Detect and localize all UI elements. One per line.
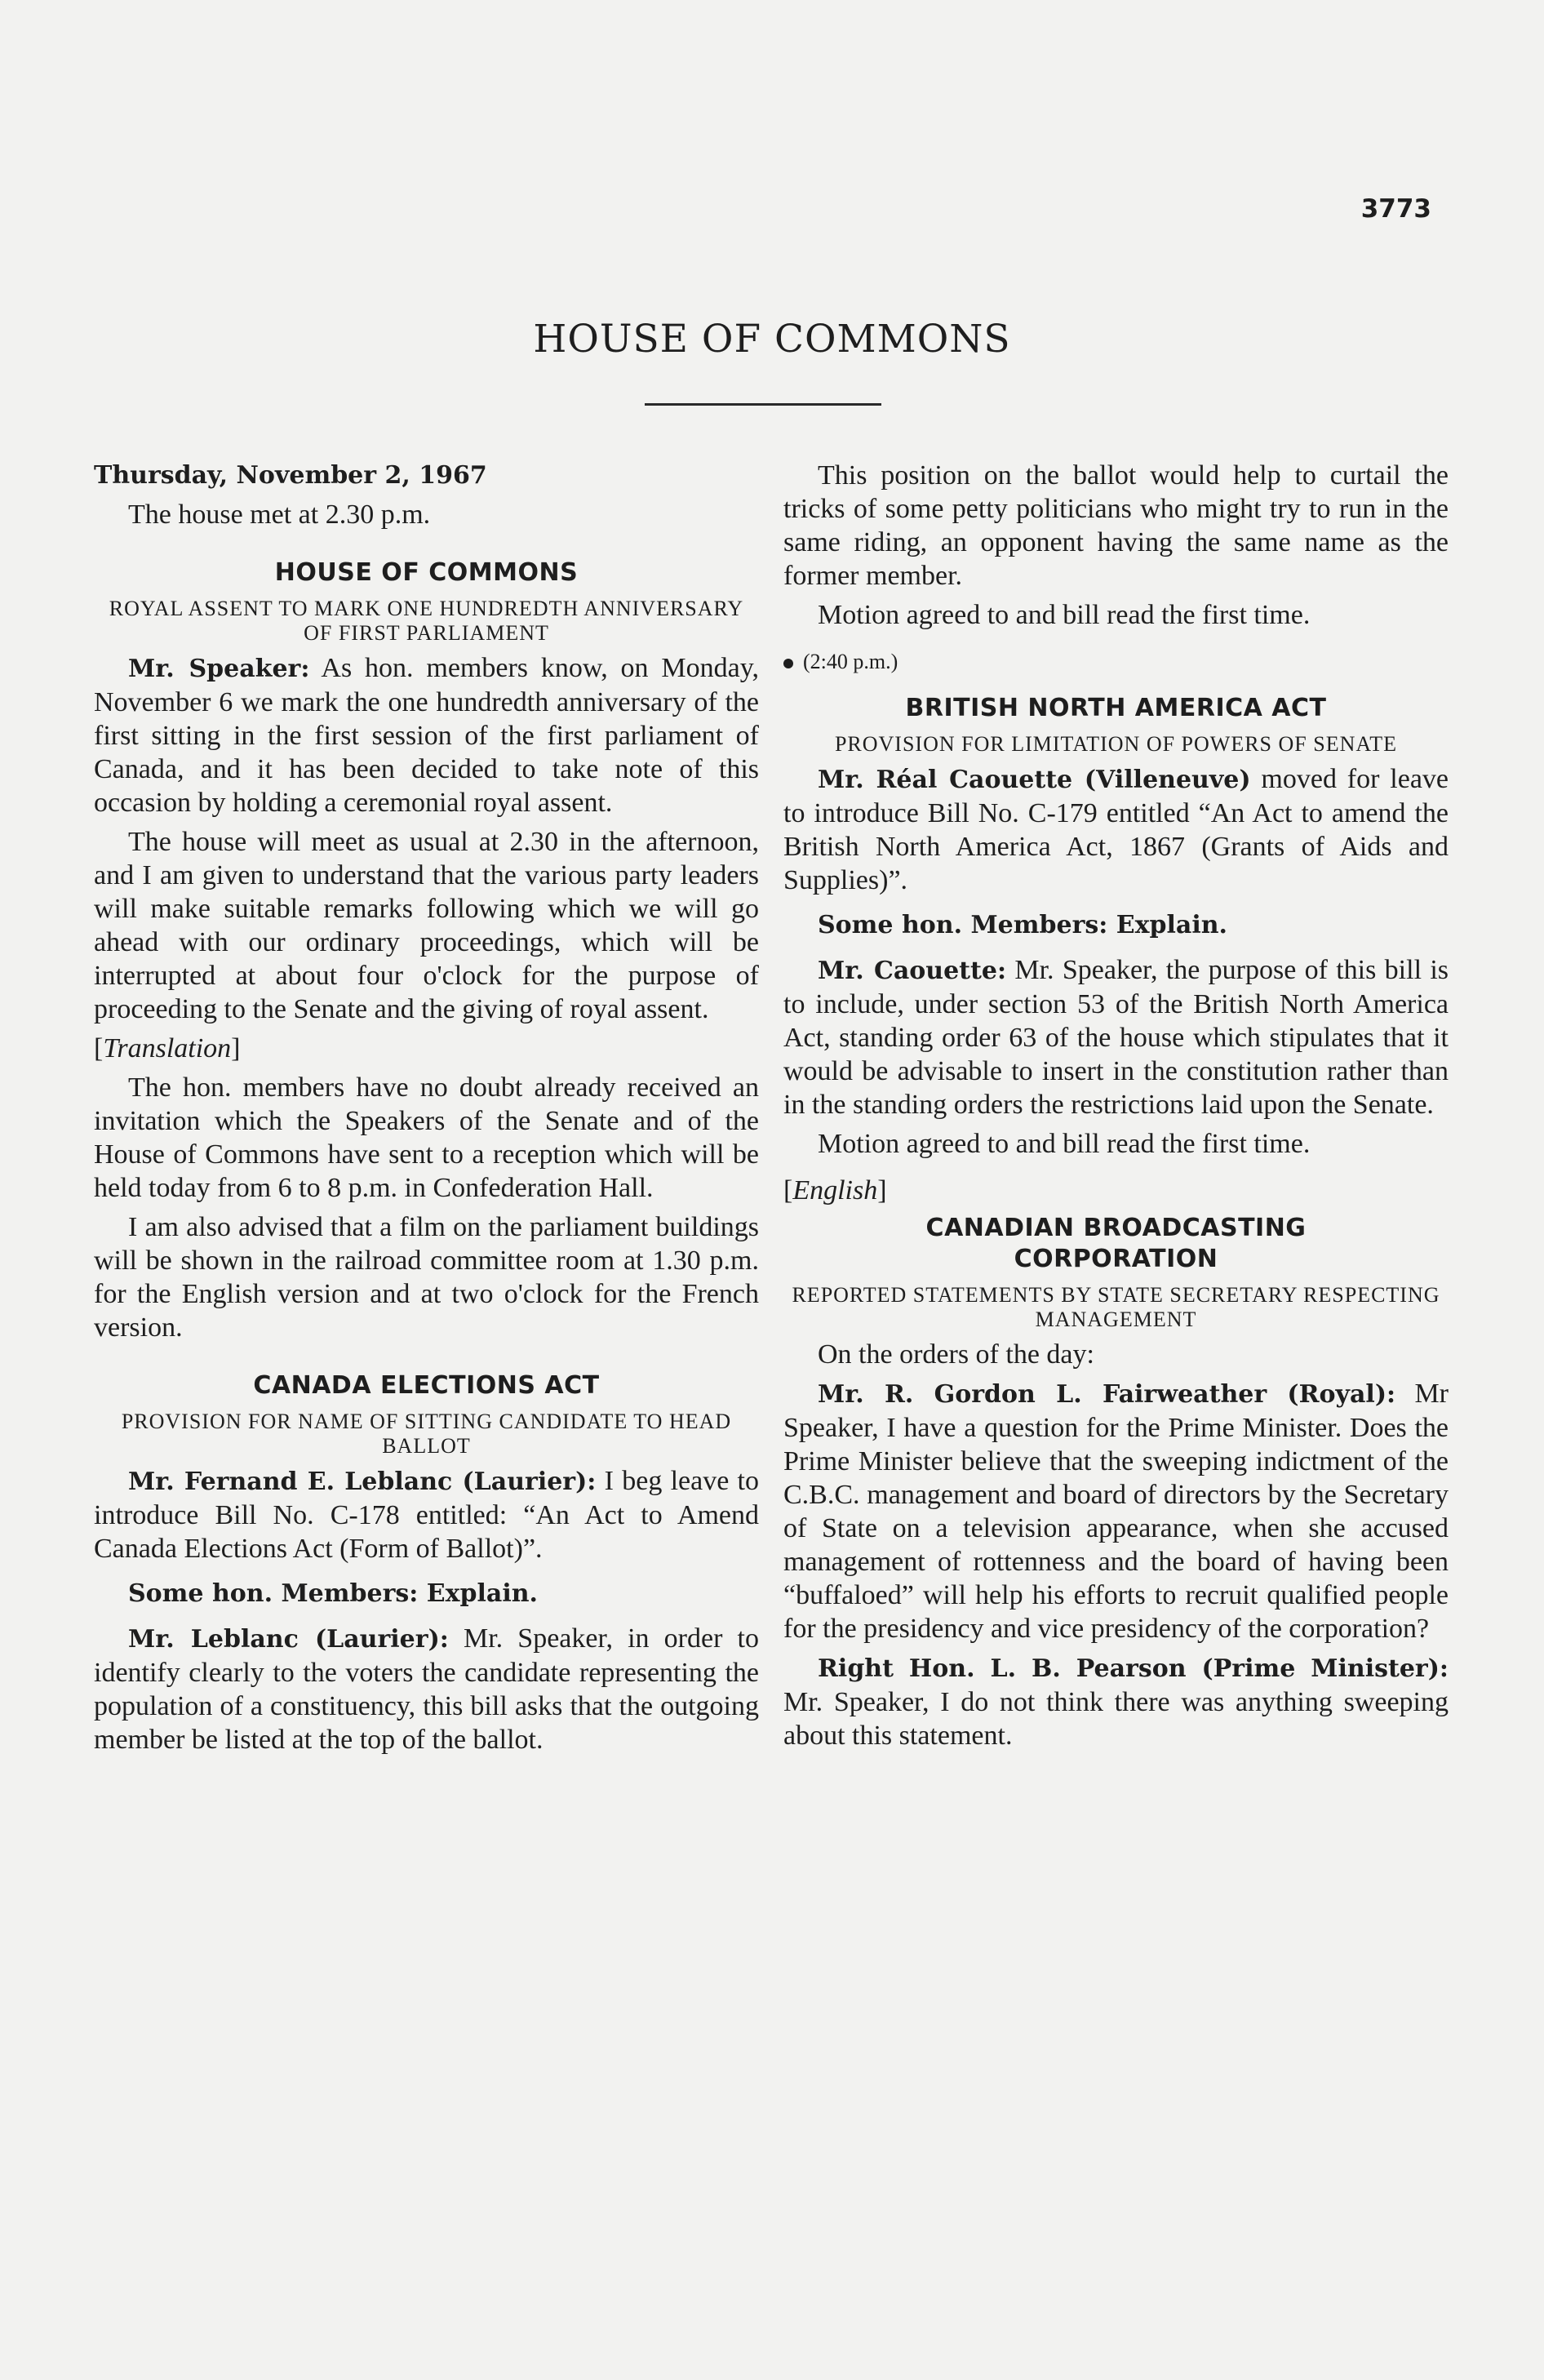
time-marker [783, 645, 1449, 678]
paragraph-explain: Some hon. Members: Explain. [818, 911, 1228, 939]
opening-line: The house met at 2.30 p.m. [128, 500, 431, 530]
time-marker-text: (2:40 p.m.) [803, 650, 898, 673]
paragraph-film: I am also advised that a film on the parliament buildings will be shown in the railroad committee room at 1.30 p.m. for the English version and at two o'clock for the French version. [94, 1212, 759, 1343]
speaker-name: Mr. Leblanc (Laurier): [128, 1625, 449, 1654]
paragraph-speaker-anniversary [94, 651, 759, 819]
paragraph-caouette-bill [783, 762, 1449, 897]
paragraph-text: Mr Speaker, I have a question for the Prime Minister. Does the Prime Minister believe that the sweeping indictment of the C.B.C. management and board of directors by the Secretary of State on a television appearance, when she accused management of rottenness and the board of having been “buffaloed” will help his efforts to recruit qualified people for the presidency and vice presidency of the corporation? [783, 1379, 1449, 1644]
paragraph-orders-of-day: On the orders of the day: [818, 1339, 1094, 1370]
right-column [783, 459, 1449, 1758]
paragraph-pearson-answer [783, 1651, 1449, 1752]
paragraph-explain: Some hon. Members: Explain. [128, 1579, 539, 1608]
english-marker: [English] [783, 1175, 887, 1206]
subheading-state-secretary: REPORTED STATEMENTS BY STATE SECRETARY RESPECTING MANAGEMENT [792, 1283, 1440, 1331]
paragraph-text: I beg leave to introduce Bill No. C-178 entitled: “An Act to Amend Canada Elections Act (Form of Ballot)”. [94, 1466, 759, 1564]
sitting-date: Thursday, November 2, 1967 [94, 461, 487, 490]
paragraph-reception: The hon. members have no doubt already received an invitation which the Speakers of the Senate and of the House of Commons have sent to a reception which will be held today from 6 to 8 p.m. in Confederation Hall. [94, 1072, 759, 1203]
masthead-rule [645, 403, 881, 406]
paragraph-house-meeting: The house will meet as usual at 2.30 in the afternoon, and I am given to understand that the various party leaders will make suitable remarks following which we will go ahead with our ordinary proceedings, which will be interrupted at about four o'clock for the purpose of proceeding to the Senate and the giving of royal assent. [94, 827, 759, 1024]
paragraph-leblanc-bill [94, 1464, 759, 1565]
translation-label: Translation [103, 1033, 232, 1063]
subheading-sitting-candidate: PROVISION FOR NAME OF SITTING CANDIDATE TO HEAD BALLOT [121, 1410, 732, 1458]
paragraph-fairweather-question [783, 1377, 1449, 1645]
paragraph-ballot-position: This position on the ballot would help to curtail the tricks of some petty politicians who might try to run in the same riding, an opponent having the same name as the former member. [783, 460, 1449, 591]
paragraph-motion-agreed-2: Motion agreed to and bill read the first time. [818, 1129, 1311, 1159]
english-label: English [792, 1175, 878, 1206]
paragraph-text: Mr. Speaker, in order to identify clearly to the voters the candidate representing the population of a constituency, this bill asks that the outgoing member be listed at the top of the ballot. [94, 1623, 759, 1755]
subheading-royal-assent: ROYAL ASSENT TO MARK ONE HUNDREDTH ANNIVERSARY OF FIRST PARLIAMENT [109, 597, 744, 645]
bullet-icon [783, 659, 793, 668]
section-heading-elections-act: CANADA ELECTIONS ACT [253, 1371, 600, 1400]
speaker-name: Mr. Fernand E. Leblanc (Laurier): [128, 1468, 597, 1496]
paragraph-text: Mr. Speaker, the purpose of this bill is to include, under section 53 of the British North America Act, standing order 63 of the house which stipulates that it would be advisable to insert in the constitution rather than in the standing orders the restrictions laid upon the Senate. [783, 955, 1449, 1120]
speaker-name: Right Hon. L. B. Pearson (Prime Minister): [818, 1654, 1449, 1683]
masthead-title: HOUSE OF COMMONS [533, 317, 1011, 362]
section-heading-bna-act: BRITISH NORTH AMERICA ACT [905, 694, 1327, 722]
paragraph-text: moved for leave to introduce Bill No. C-179 entitled “An Act to amend the British North America Act, 1867 (Grants of Aids and Supplies)”. [783, 764, 1449, 895]
speaker-name: Mr. Caouette: [818, 957, 1007, 985]
translation-marker: [Translation] [94, 1033, 241, 1063]
paragraph-text: Mr. Speaker, I do not think there was anything sweeping about this statement. [783, 1687, 1449, 1751]
speaker-name: Mr. Speaker: [128, 655, 310, 683]
subheading-senate-powers: PROVISION FOR LIMITATION OF POWERS OF SENATE [834, 732, 1398, 756]
left-column [94, 459, 759, 1762]
section-heading-house-of-commons: HOUSE OF COMMONS [274, 558, 579, 587]
paragraph-text: As hon. members know, on Monday, November 6 we mark the one hundredth anniversary of the first sitting in the first session of the first parliament of Canada, and it has been decided to take note of this occasion by holding a ceremonial royal assent. [94, 653, 759, 818]
paragraph-caouette-explanation [783, 953, 1449, 1121]
speaker-name: Mr. R. Gordon L. Fairweather (Royal): [818, 1380, 1396, 1409]
paragraph-leblanc-explanation [94, 1622, 759, 1756]
section-heading-cbc: CANADIAN BROADCASTING CORPORATION [925, 1214, 1307, 1273]
speaker-name: Mr. Réal Caouette (Villeneuve) [818, 766, 1251, 794]
page-number: 3773 [1360, 194, 1431, 224]
paragraph-motion-agreed-1: Motion agreed to and bill read the first time. [818, 600, 1311, 630]
